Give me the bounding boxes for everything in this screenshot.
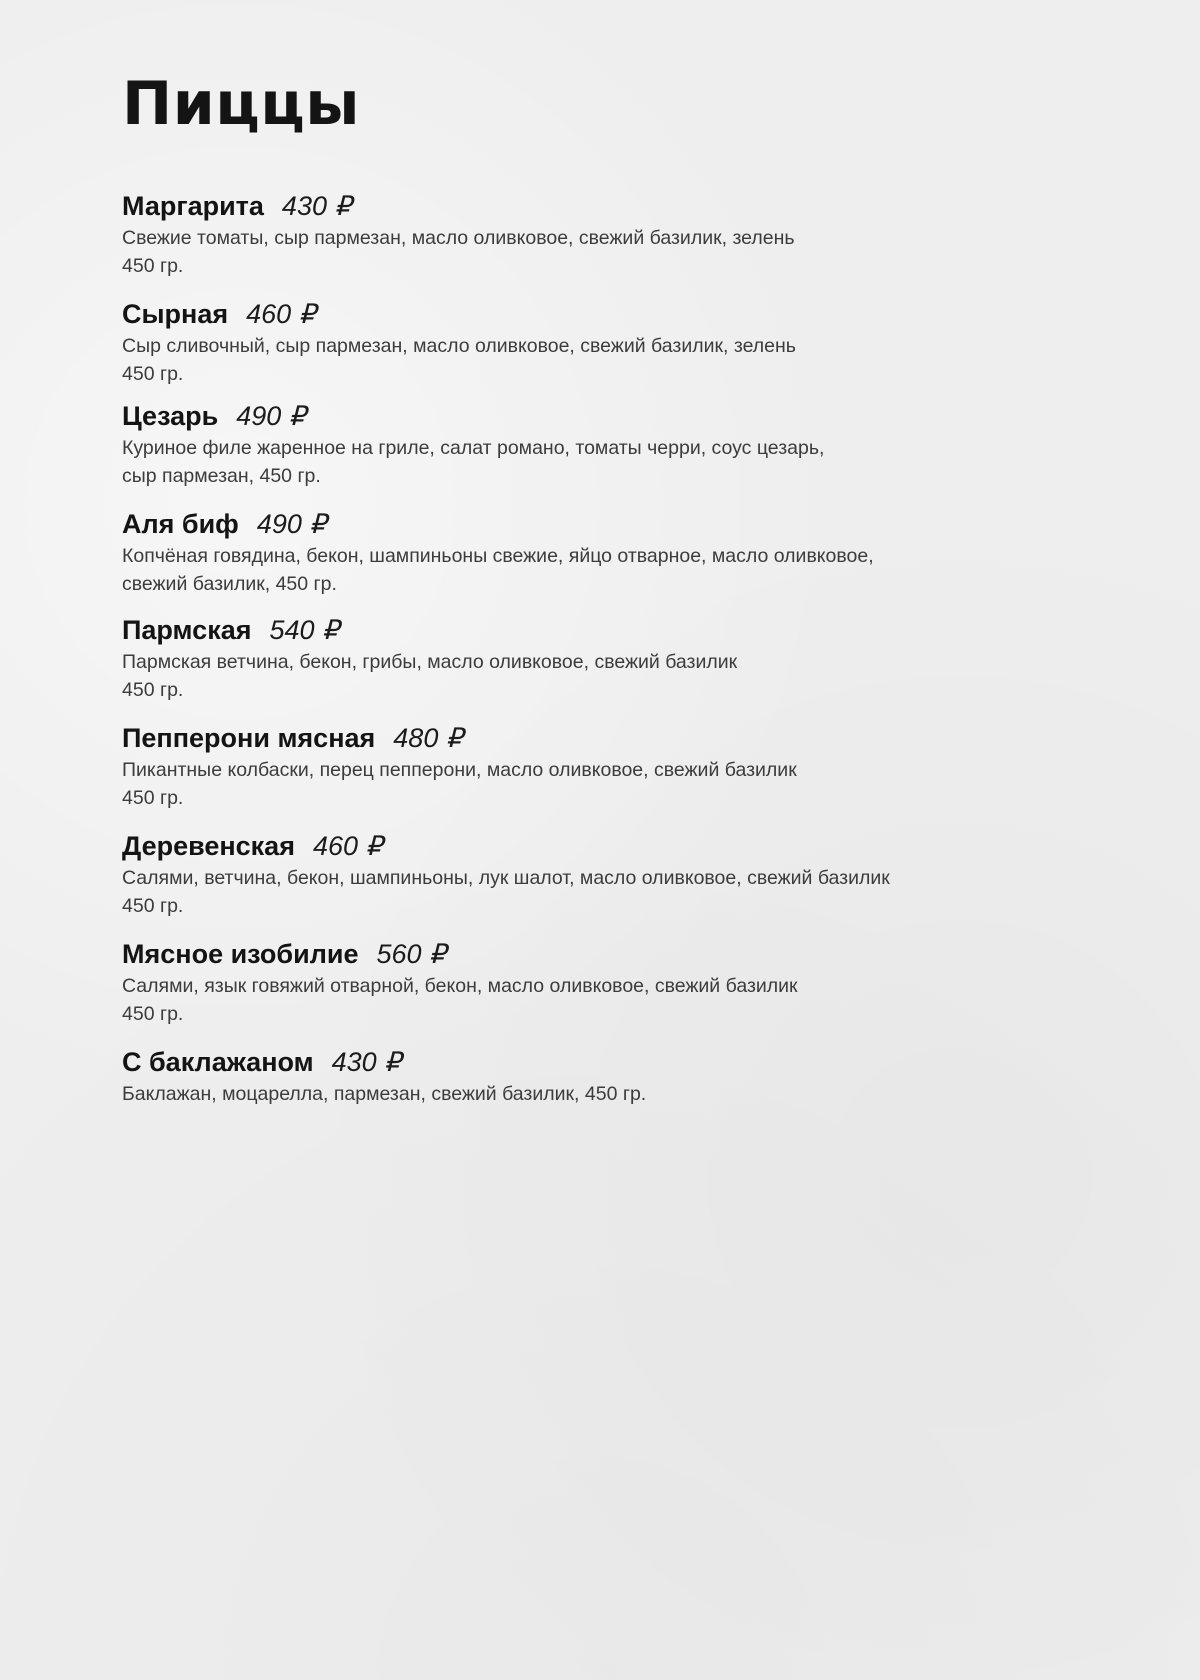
- item-header: [122, 1044, 1082, 1080]
- item-price: 480 ₽: [393, 723, 464, 753]
- item-description-cont: сыр пармезан, 450 гр.: [122, 465, 321, 487]
- item-weight: 450 гр.: [122, 363, 184, 385]
- item-weight: 450 гр.: [122, 895, 184, 917]
- item-weight: 450 гр.: [122, 787, 184, 809]
- menu-list: [122, 188, 1082, 1108]
- item-price: 430 ₽: [331, 1047, 402, 1077]
- menu-item-meat-feast: [122, 936, 1082, 1028]
- item-name: Пармская: [122, 615, 252, 645]
- item-header: [122, 506, 1082, 542]
- item-description: Копчёная говядина, бекон, шампиньоны свежие, яйцо отварное, масло оливковое,: [122, 545, 874, 567]
- item-weight: 450 гр.: [122, 1003, 184, 1025]
- item-header: [122, 828, 1082, 864]
- item-name: Цезарь: [122, 401, 219, 431]
- item-name: Пепперони мясная: [122, 723, 376, 753]
- item-description: Сыр сливочный, сыр пармезан, масло оливковое, свежий базилик, зелень: [122, 335, 796, 357]
- item-weight: 450 гр.: [122, 679, 184, 701]
- item-name: Мясное изобилие: [122, 939, 359, 969]
- item-name: Сырная: [122, 299, 229, 329]
- menu-item-margarita: [122, 188, 1082, 280]
- item-header: [122, 720, 1082, 756]
- item-description: Салями, язык говяжий отварной, бекон, масло оливковое, свежий базилик: [122, 975, 798, 997]
- item-name: С баклажаном: [122, 1047, 314, 1077]
- item-price: 460 ₽: [246, 299, 316, 329]
- item-price: 430 ₽: [281, 191, 352, 221]
- item-weight: 450 гр.: [122, 255, 184, 277]
- menu-item-village: [122, 828, 1082, 920]
- item-description: Баклажан, моцарелла, пармезан, свежий базилик, 450 гр.: [122, 1083, 647, 1105]
- item-description: Свежие томаты, сыр пармезан, масло оливковое, свежий базилик, зелень: [122, 227, 795, 249]
- item-description: Салями, ветчина, бекон, шампиньоны, лук шалот, масло оливковое, свежий базилик: [122, 867, 890, 889]
- page-title: Пиццы: [122, 69, 360, 139]
- menu-item-eggplant: [122, 1044, 1082, 1108]
- item-price: 490 ₽: [256, 509, 327, 539]
- item-name: Деревенская: [122, 831, 295, 861]
- item-description: Куриное филе жаренное на гриле, салат романо, томаты черри, соус цезарь,: [122, 437, 825, 459]
- item-price: 560 ₽: [376, 939, 447, 969]
- item-description: Пикантные колбаски, перец пепперони, масло оливковое, свежий базилик: [122, 759, 797, 781]
- menu-item-pepperoni: [122, 720, 1082, 812]
- menu-page: [122, 62, 1082, 1108]
- item-header: [122, 398, 1082, 434]
- item-header: [122, 296, 1082, 332]
- item-header: [122, 612, 1082, 648]
- menu-item-beef: [122, 506, 1082, 598]
- menu-item-parma: [122, 612, 1082, 704]
- item-price: 490 ₽: [236, 401, 306, 431]
- item-description-cont: свежий базилик, 450 гр.: [122, 573, 337, 595]
- menu-item-cheese: [122, 296, 1082, 388]
- item-name: Маргарита: [122, 191, 264, 221]
- item-header: [122, 936, 1082, 972]
- item-header: [122, 188, 1082, 224]
- item-name: Аля биф: [122, 509, 239, 539]
- item-price: 540 ₽: [269, 615, 340, 645]
- item-price: 460 ₽: [312, 831, 383, 861]
- menu-item-caesar: [122, 398, 1082, 490]
- item-description: Пармская ветчина, бекон, грибы, масло оливковое, свежий базилик: [122, 651, 738, 673]
